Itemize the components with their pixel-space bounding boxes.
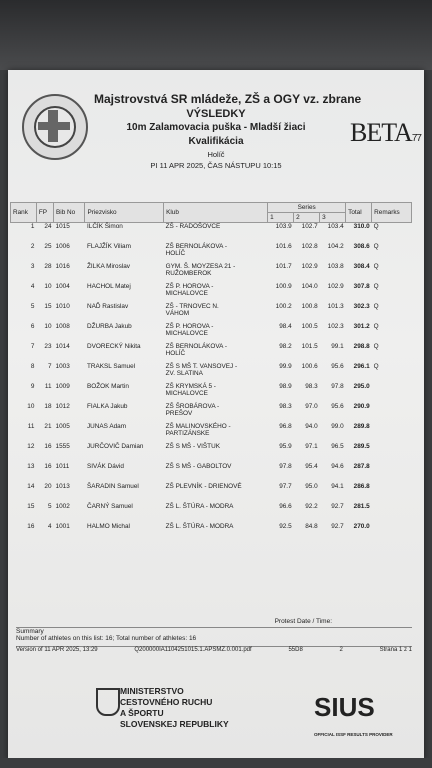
col-s1: 1 <box>268 213 294 223</box>
table-row <box>11 263 412 283</box>
cell-bib: 1010 <box>55 303 70 310</box>
table-row <box>11 363 412 383</box>
cell-fp: 16 <box>44 463 52 470</box>
cell-club: ZŠ MALINOVSKÉHO - PARTIZÁNSKE <box>165 423 231 437</box>
cell-total: 301.2 <box>353 323 370 330</box>
cell-name: NAĎ Rastislav <box>86 303 129 310</box>
cell-club: ZŠ P. HOROVA - MICHALOVCE <box>165 283 214 297</box>
cell-name: SIVÁK Dávid <box>86 463 124 470</box>
beta-logo: BETA77 <box>350 118 421 147</box>
col-s3: 3 <box>320 213 346 223</box>
col-rank: Rank <box>11 203 37 223</box>
cell-fp: 25 <box>44 243 52 250</box>
summary-label: Summary <box>16 628 44 635</box>
cell-total: 290.9 <box>353 403 370 410</box>
col-name: Priezvisko <box>85 203 164 223</box>
cell-s3: 95.6 <box>331 403 344 410</box>
cell-rank: 10 <box>27 403 35 410</box>
cell-rem: Q <box>373 283 379 290</box>
cell-rank: 7 <box>30 343 35 350</box>
photo-background-bottom <box>0 758 432 768</box>
cell-rem <box>372 383 412 403</box>
cell-bib: 1011 <box>55 463 70 470</box>
results-sheet <box>8 70 424 760</box>
cell-s3: 101.3 <box>327 303 344 310</box>
cell-rank: 8 <box>30 363 35 370</box>
cell-total: 289.8 <box>353 423 370 430</box>
cell-fp: 24 <box>44 223 52 230</box>
cell-s1: 96.6 <box>279 503 292 510</box>
cell-s3: 104.2 <box>327 243 344 250</box>
cell-name: DŽURBA Jakub <box>86 323 132 330</box>
cell-s2: 84.8 <box>305 523 318 530</box>
cell-name: ČARNÝ Samuel <box>86 503 133 510</box>
ministry-text: MINISTERSTVO CESTOVNÉHO RUCHU A ŠPORTU SLOVENSKEJ REPUBLIKY <box>120 686 229 729</box>
table-row <box>11 403 412 423</box>
venue: Holíč <box>207 150 225 159</box>
cell-s2: 100.8 <box>301 303 318 310</box>
cell-name: HALMO Michal <box>86 523 130 530</box>
cell-s2: 102.9 <box>301 263 318 270</box>
cell-fp: 11 <box>44 383 52 390</box>
cell-rank: 4 <box>30 283 35 290</box>
cell-bib: 1008 <box>55 323 70 330</box>
cell-total: 298.8 <box>353 343 370 350</box>
cell-club: ZŠ - TRNOVEC N. VÁHOM <box>165 303 219 317</box>
cell-rank: 12 <box>27 443 35 450</box>
phase-name: Kvalifikácia <box>188 136 244 147</box>
cell-total: 308.6 <box>353 243 370 250</box>
cell-s1: 100.2 <box>275 303 292 310</box>
cell-fp: 10 <box>44 283 52 290</box>
cell-fp: 15 <box>44 303 52 310</box>
sius-logo: SIUS <box>314 692 375 722</box>
table-row <box>11 383 412 403</box>
cell-rank: 5 <box>30 303 35 310</box>
cell-name: ILČÍK Šimon <box>86 223 123 230</box>
cell-s1: 96.8 <box>279 423 292 430</box>
col-total: Total <box>346 203 372 223</box>
cell-s3: 95.6 <box>331 363 344 370</box>
cell-s3: 99.1 <box>331 343 344 350</box>
table-row <box>11 523 412 543</box>
cell-rem: Q <box>373 363 379 370</box>
cell-bib: 1002 <box>55 503 70 510</box>
cell-fp: 10 <box>44 323 52 330</box>
cell-club: ZŠ KRYMSKÁ 5 - MICHALOVCE <box>165 383 216 397</box>
cell-s1: 98.4 <box>279 323 292 330</box>
cell-s3: 103.8 <box>327 263 344 270</box>
cell-club: ZŠ BERNOLÁKOVA - HOLÍČ <box>165 243 227 257</box>
table-row <box>11 343 412 363</box>
cell-rem: Q <box>373 243 379 250</box>
cell-rank: 6 <box>30 323 35 330</box>
cell-fp: 7 <box>47 363 52 370</box>
cell-name: HACHOL Matej <box>86 283 131 290</box>
cell-s1: 98.3 <box>279 403 292 410</box>
version: Version of 11 APR 2025, 13:29 <box>16 647 98 653</box>
table-row <box>11 323 412 343</box>
cell-bib: 1012 <box>55 403 70 410</box>
table-row <box>11 243 412 263</box>
cell-rem <box>372 443 412 463</box>
cell-name: FIALKA Jakub <box>86 403 128 410</box>
cell-s2: 104.0 <box>301 283 318 290</box>
cell-fp: 16 <box>44 443 52 450</box>
cell-bib: 1555 <box>55 443 70 450</box>
cell-rank: 11 <box>27 423 35 430</box>
footer-info <box>16 646 412 653</box>
cell-fp: 5 <box>47 503 52 510</box>
cell-s2: 92.2 <box>305 503 318 510</box>
cell-name: JURČOVIČ Damian <box>86 443 144 450</box>
cell-s1: 101.7 <box>275 263 292 270</box>
cell-club: ZŠ BERNOLÁKOVA - HOLÍČ <box>165 343 227 357</box>
cell-club: ZŠ P. HOROVA - MICHALOVCE <box>165 323 214 337</box>
cell-s1: 97.8 <box>279 463 292 470</box>
cell-bib: 1001 <box>55 523 70 530</box>
cell-bib: 1016 <box>55 263 70 270</box>
protest-time: Protest Date / Time: <box>274 618 332 625</box>
cell-bib: 1009 <box>55 383 70 390</box>
event-name: 10m Zalamovacia puška - Mladší žiaci <box>126 122 306 133</box>
cell-s1: 100.9 <box>275 283 292 290</box>
cell-club: ZŠ - RADOŠOVCE <box>165 223 221 230</box>
cell-s3: 92.7 <box>331 503 344 510</box>
cell-fp: 18 <box>44 403 52 410</box>
table-row <box>11 503 412 523</box>
cell-rank: 1 <box>30 223 35 230</box>
cell-s2: 100.6 <box>301 363 318 370</box>
cell-total: 286.8 <box>353 483 370 490</box>
cell-total: 308.4 <box>353 263 370 270</box>
cell-fp: 23 <box>44 343 52 350</box>
page-number: Strana 1 z 1 <box>379 647 412 653</box>
cell-rank: 14 <box>27 483 35 490</box>
cell-rank: 9 <box>30 383 35 390</box>
cell-s3: 102.9 <box>327 283 344 290</box>
cell-total: 295.0 <box>353 383 370 390</box>
cell-total: 281.5 <box>353 503 370 510</box>
cell-s1: 97.7 <box>279 483 292 490</box>
cell-rem <box>372 483 412 503</box>
cell-s2: 95.0 <box>305 483 318 490</box>
cell-s1: 98.2 <box>279 343 292 350</box>
cell-s2: 102.8 <box>301 243 318 250</box>
sius-tagline: OFFICIAL ISSF RESULTS PROVIDER <box>314 732 393 737</box>
cell-rem <box>372 403 412 423</box>
cell-total: 289.5 <box>353 443 370 450</box>
cell-bib: 1013 <box>55 483 70 490</box>
cell-name: TRAKSL Samuel <box>86 363 136 370</box>
cell-club: ZŠ S MŠ - GABOLTOV <box>165 463 232 470</box>
cell-total: 302.3 <box>353 303 370 310</box>
cell-rem <box>372 523 412 543</box>
cell-rank: 2 <box>30 243 35 250</box>
cell-rank: 16 <box>27 523 35 530</box>
competition-title: Majstrovstvá SR mládeže, ZŠ a OGY vz. zbrane <box>94 92 362 106</box>
summary-block <box>16 618 412 642</box>
cell-s2: 102.7 <box>301 223 318 230</box>
table-row <box>11 483 412 503</box>
cell-s3: 103.4 <box>327 223 344 230</box>
cell-club: ZŠ L. ŠTÚRA - MODRA <box>165 523 234 530</box>
cell-name: ŽILKA Miroslav <box>86 263 130 270</box>
cell-total: 310.0 <box>353 223 370 230</box>
cell-total: 296.1 <box>353 363 370 370</box>
cell-club: ZŠ S MŠ T. VANSOVEJ - ZV. SLATINA <box>165 363 238 377</box>
table-row <box>11 443 412 463</box>
cell-bib: 1005 <box>55 423 70 430</box>
cell-total: 287.8 <box>353 463 370 470</box>
photo-background-top <box>0 0 432 70</box>
cell-s3: 96.5 <box>331 443 344 450</box>
cell-club: ZŠ L. ŠTÚRA - MODRA <box>165 503 234 510</box>
cell-rem <box>372 463 412 483</box>
cell-rem: Q <box>373 303 379 310</box>
cell-s3: 94.1 <box>331 483 344 490</box>
cell-club: ZŠ PLEVNÍK - DRIENOVÉ <box>165 483 242 490</box>
cell-club: ZŠ S MŠ - VIŠTUK <box>165 443 220 450</box>
cell-s1: 99.9 <box>279 363 292 370</box>
cell-rem: Q <box>373 343 379 350</box>
results-heading: VÝSLEDKY <box>186 108 246 120</box>
col-remarks: Remarks <box>372 203 412 223</box>
cell-total: 307.8 <box>353 283 370 290</box>
cell-name: ŠARADIN Samuel <box>86 483 139 490</box>
table-row <box>11 223 412 244</box>
cell-s2: 97.0 <box>305 403 318 410</box>
cell-bib: 1004 <box>55 283 70 290</box>
cell-s1: 103.9 <box>275 223 292 230</box>
cell-bib: 1003 <box>55 363 70 370</box>
date-line: PI 11 APR 2025, ČAS NÁSTUPU 10:15 <box>150 161 282 170</box>
cell-s3: 97.8 <box>331 383 344 390</box>
num: 2 <box>339 647 343 653</box>
col-series: Series <box>268 203 346 213</box>
cell-total: 270.0 <box>353 523 370 530</box>
cell-s3: 94.6 <box>331 463 344 470</box>
cell-s1: 98.9 <box>279 383 292 390</box>
cell-fp: 20 <box>44 483 52 490</box>
cell-s2: 101.5 <box>301 343 318 350</box>
table-row <box>11 423 412 443</box>
col-club: Klub <box>164 203 268 223</box>
col-fp: FP <box>36 203 53 223</box>
code: 55D8 <box>288 647 303 653</box>
table-row <box>11 283 412 303</box>
results-table <box>10 202 412 543</box>
cell-s1: 101.6 <box>275 243 292 250</box>
cell-name: JUNAS Adam <box>86 423 127 430</box>
file-name: Q200000IA1104251015.1.APSMZ.0.001.pdf <box>134 647 252 653</box>
cell-s3: 99.0 <box>331 423 344 430</box>
summary-text: Number of athletes on this list: 16; Total number of athletes: 16 <box>16 635 197 642</box>
cell-name: FLAJŽÍK Viliam <box>86 243 131 250</box>
cell-s2: 95.4 <box>305 463 318 470</box>
cell-rank: 13 <box>27 463 35 470</box>
cell-name: BOŽOK Martin <box>86 383 129 390</box>
table-row <box>11 463 412 483</box>
cell-s1: 92.5 <box>279 523 292 530</box>
cell-fp: 4 <box>47 523 52 530</box>
cell-club: ZŠ ŠROBÁROVA - PREŠOV <box>165 403 220 417</box>
cell-rem: Q <box>373 323 379 330</box>
cell-s3: 102.3 <box>327 323 344 330</box>
cell-s1: 95.9 <box>279 443 292 450</box>
cell-bib: 1014 <box>55 343 70 350</box>
cell-rank: 15 <box>27 503 35 510</box>
cell-s2: 100.5 <box>301 323 318 330</box>
cell-s3: 92.7 <box>331 523 344 530</box>
slovak-shield-icon <box>96 688 120 716</box>
cell-rem: Q <box>373 263 379 270</box>
cell-fp: 21 <box>44 423 52 430</box>
cell-fp: 28 <box>44 263 52 270</box>
table-row <box>11 303 412 323</box>
cell-rem <box>372 423 412 443</box>
cell-s2: 97.1 <box>305 443 318 450</box>
cell-rem <box>372 503 412 523</box>
cell-name: DVORECKÝ Nikita <box>86 343 141 350</box>
cell-club: GYM. Š. MOYZESA 21 - RUŽOMBEROK <box>165 263 236 277</box>
cell-bib: 1015 <box>55 223 70 230</box>
cell-s2: 98.3 <box>305 383 318 390</box>
cell-rem: Q <box>373 223 379 230</box>
cell-s2: 94.0 <box>305 423 318 430</box>
col-bib: Bib No <box>54 203 85 223</box>
col-s2: 2 <box>294 213 320 223</box>
cell-bib: 1006 <box>55 243 70 250</box>
cell-rank: 3 <box>30 263 35 270</box>
